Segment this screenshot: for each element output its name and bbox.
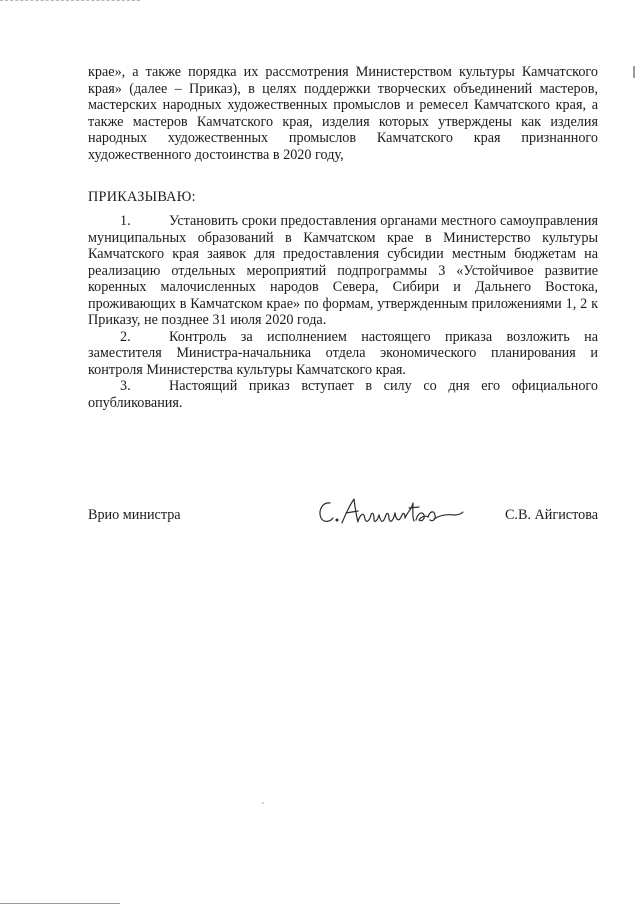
order-heading: ПРИКАЗЫВАЮ: <box>88 189 196 205</box>
item-text: Настоящий приказ вступает в силу со дня его официального опубликования. <box>88 378 598 411</box>
order-items <box>88 213 598 411</box>
order-item <box>88 213 598 329</box>
item-text: Контроль за исполнением настоящего приказа возложить на заместителя Министра-начальника отдела экономического планирования и контроля Министерства культуры Камчатского края. <box>88 328 598 378</box>
intro-paragraph: крае», а также порядка их рассмотрения Министерством культуры Камчатского края» (далее – Приказ), в целях поддержки творческих объединений мастеров, мастерских народных художественных промыслов и ремесел Камчатского края, а также мастеров Камчатского края, изделия которых утверждены как изделия народных художественных промыслов Камчатского края признанного художественного достоинства в 2020 году, <box>88 64 598 163</box>
item-number: 1. <box>120 213 131 229</box>
scan-mark <box>633 66 635 78</box>
signatory-position: Врио министра <box>88 507 181 523</box>
item-text: Установить сроки предоставления органами местного самоуправления муниципальных образований в Камчатском крае в Министерство культуры Камчатского края заявок для предоставления субсидии местным бюджетам на реализацию отдельных мероприятий подпрограммы 3 «Устойчивое развитие коренных малочисленных народов Севера, Сибири и Дальнего Востока, проживающих в Камчатском крае» по формам, утвержденным приложениями 1, 2 к Приказу, не позднее 31 июля 2020 года. <box>88 213 598 328</box>
scan-speck <box>262 802 264 804</box>
handwritten-signature <box>316 493 466 529</box>
order-item <box>88 378 598 411</box>
scan-edge-bottom <box>0 903 120 904</box>
scan-edge-top <box>0 0 140 1</box>
order-item <box>88 329 598 379</box>
signatory-name: С.В. Айгистова <box>504 507 598 523</box>
item-number: 3. <box>120 378 131 394</box>
item-number: 2. <box>120 328 131 345</box>
